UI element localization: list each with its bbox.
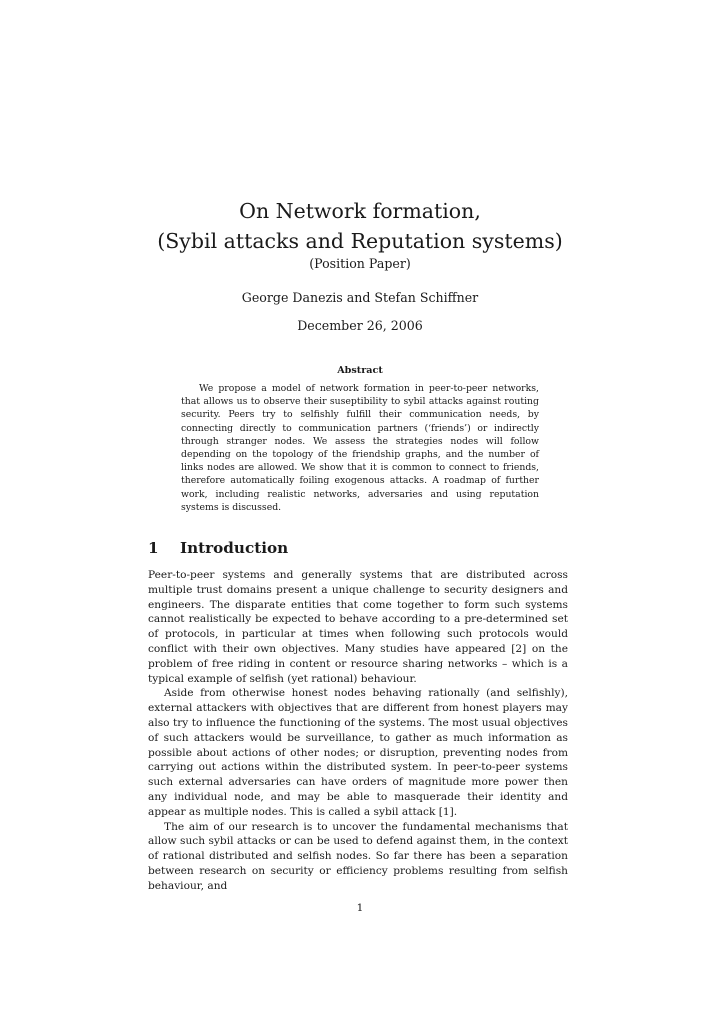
abstract-heading: Abstract <box>337 365 383 376</box>
paper-authors: George Danezis and Stefan Schiffner <box>241 290 479 305</box>
body-paragraph: Peer-to-peer systems and generally systems that are distributed across multiple trust domains present a unique challenge to security designers and engineers. The disparate entities that come together to form such systems cannot realistically be expected to behave according to a pre-determined set of protocols, in particular at times when following such protocols would conflict with their own objectives. Many studies have appeared [2] on the problem of free riding in content or resource sharing networks – which is a typical example of selfish (yet rational) behaviour. <box>148 569 568 685</box>
paper-date: December 26, 2006 <box>297 318 423 333</box>
introduction-body <box>148 568 568 894</box>
page-number: 1 <box>356 902 364 914</box>
paper-title-line2: (Sybil attacks and Reputation systems) <box>157 229 563 253</box>
section-heading-introduction <box>148 538 288 558</box>
body-paragraph: Aside from otherwise honest nodes behaving rationally (and selfishly), external attackers with objectives that are different from honest players may also try to influence the functioning of the systems. The most usual objectives of such attackers would be surveillance, to gather as much information as possible about actions of other nodes; or disruption, preventing nodes from carrying out actions within the distributed system. In peer-to-peer systems such external adversaries can have orders of magnitude more power then any individual node, and may be able to masquerade their identity and appear as multiple nodes. This is called a sybil attack [1]. <box>148 687 568 818</box>
section-title: Introduction <box>180 539 289 557</box>
abstract-text: We propose a model of network formation in peer-to-peer networks, that allows us to observe their suseptibility to sybil attacks against routing security. Peers try to selfishly fulfill their communication needs, by connecting directly to communication partners (‘friends’) or indirectly through stranger nodes. We assess the strategies nodes will follow depending on the topology of the friendship graphs, and the number of links nodes are allowed. We show that it is common to connect to friends, therefore automatically foiling exogenous attacks. A roadmap of further work, including realistic networks, adversaries and using reputation systems is discussed. <box>181 383 539 513</box>
paper-title-line1: On Network formation, <box>239 199 481 223</box>
paper-subtitle: (Position Paper) <box>309 256 411 271</box>
body-paragraph: The aim of our research is to uncover the fundamental mechanisms that allow such sybil attacks or can be used to defend against them, in the context of rational distributed and selfish nodes. So far there has been a separation between research on security or efficiency problems resulting from selfish behaviour, and <box>148 820 568 892</box>
section-number: 1 <box>148 539 159 557</box>
